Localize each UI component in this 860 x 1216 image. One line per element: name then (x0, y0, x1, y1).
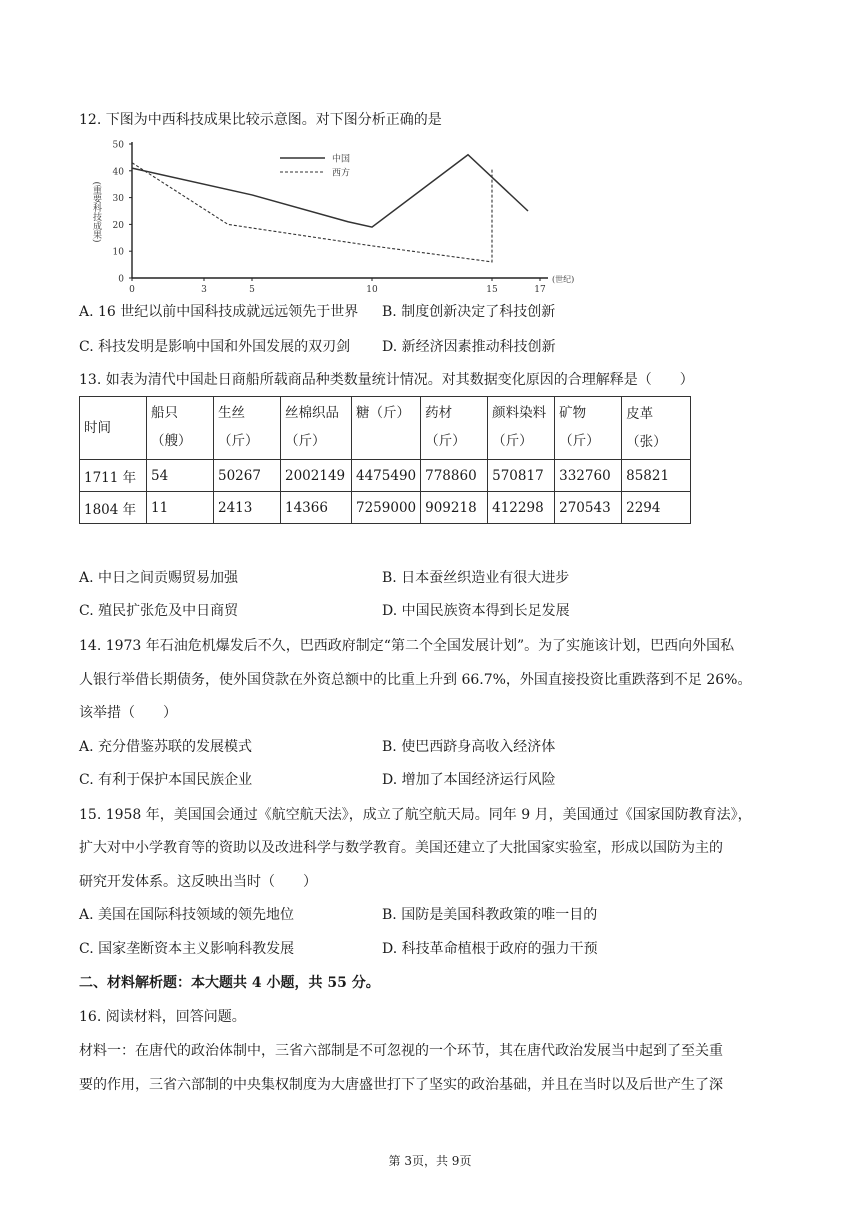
q16-material-line-2: 要的作用，三省六部制的中央集权制度为大唐盛世打下了坚实的政治基础，并且在当时以及后世产生了深 (79, 1077, 723, 1093)
y-tick-label: 0 (118, 274, 124, 285)
header-cell: 颜料染料（斤） (488, 397, 555, 460)
q14-line-1: 14. 1973 年石油危机爆发后不久，巴西政府制定“第二个全国发展计划”。为了实施该计划，巴西向外国私 (79, 638, 735, 654)
header-cell: 药材（斤） (421, 397, 488, 460)
table-cell: 1711 年 (80, 460, 147, 492)
header-cell: 皮革（张） (622, 397, 691, 460)
chart-plot-area (91, 141, 574, 295)
table-cell: 54 (147, 460, 214, 492)
q15-option-d: D. 科技革命植根于政府的强力干预 (382, 941, 598, 957)
table-cell: 2294 (622, 492, 691, 524)
q15-line-1: 15. 1958 年，美国国会通过《航空航天法》，成立了航空航天局。同年 9 月，美国通过《国家国防教育法》， (79, 807, 752, 823)
y-tick-label: 30 (112, 194, 124, 205)
q14-option-c: C. 有利于保护本国民族企业 (79, 772, 253, 788)
table-cell: 85821 (622, 460, 691, 492)
header-cell: 时间 (80, 397, 147, 460)
x-tick-label: 0 (129, 285, 135, 294)
q12-option-d: D. 新经济因素推动科技创新 (382, 339, 556, 355)
table-cell: 7259000 (352, 492, 421, 524)
q12-option-a: A. 16 世纪以前中国科技成就远远领先于世界 (79, 304, 359, 320)
q14-line-2: 人银行举借长期债务，使外国贷款在外资总额中的比重上升到 66.7%，外国直接投资比重跌落到不足 26%。 (79, 672, 752, 688)
q15-option-a: A. 美国在国际科技领域的领先地位 (79, 907, 295, 923)
q13-option-b: B. 日本蚕丝织造业有很大进步 (382, 570, 570, 586)
header-cell: 船只（艘） (147, 397, 214, 460)
header-cell: 矿物（斤） (555, 397, 622, 460)
q15-line-2: 扩大对中小学教育等的资助以及改进科学与数学教育。美国还建立了大批国家实验室，形成以国防为主的 (79, 840, 723, 856)
section-2-title: 二、材料解析题：本大题共 4 小题，共 55 分。 (79, 975, 380, 991)
x-axis-label: (世纪) (552, 275, 575, 284)
q12-stem: 12. 下图为中西科技成果比较示意图。对下图分析正确的是 (79, 112, 442, 128)
series-line-china (132, 155, 528, 227)
q12-option-b: B. 制度创新决定了科技创新 (382, 304, 556, 320)
q13-option-a: A. 中日之间贡赐贸易加强 (79, 570, 239, 586)
q16-material-line-1: 材料一：在唐代的政治体制中，三省六部制是不可忽视的一个环节，其在唐代政治发展当中起到了至关重 (79, 1043, 723, 1059)
table-cell: 412298 (488, 492, 555, 524)
q13-stem: 13. 如表为清代中国赴日商船所载商品种类数量统计情况。对其数据变化原因的合理解释是（ ） (79, 372, 694, 388)
x-tick-label: 10 (366, 285, 378, 294)
q15-option-b: B. 国防是美国科教政策的唯一目的 (382, 907, 598, 923)
x-tick-label: 17 (534, 285, 546, 294)
header-cell: 生丝（斤） (214, 397, 281, 460)
q14-option-a: A. 充分借鉴苏联的发展模式 (79, 739, 253, 755)
table-cell: 270543 (555, 492, 622, 524)
page-number: 第 3页，共 9页 (388, 1154, 472, 1168)
x-tick-label: 5 (249, 285, 255, 294)
q14-option-d: D. 增加了本国经济运行风险 (382, 772, 556, 788)
q13-option-c: C. 殖民扩张危及中日商贸 (79, 603, 239, 619)
table-cell: 332760 (555, 460, 622, 492)
trade-statistics-table (79, 396, 691, 524)
y-axis-label: (重要科技成果) (91, 181, 101, 243)
y-tick-label: 50 (112, 140, 124, 151)
table-cell: 11 (147, 492, 214, 524)
table-cell: 778860 (421, 460, 488, 492)
x-tick-label: 3 (201, 285, 207, 294)
q14-line-3: 该举措（ ） (79, 705, 177, 721)
y-tick-label: 20 (112, 220, 124, 231)
table-cell: 2413 (214, 492, 281, 524)
q15-line-3: 研究开发体系。这反映出当时（ ） (79, 874, 317, 890)
table-cell: 909218 (421, 492, 488, 524)
table-cell: 1804 年 (80, 492, 147, 524)
q12-option-c: C. 科技发明是影响中国和外国发展的双刃剑 (79, 339, 351, 355)
legend-label: 中国 (332, 154, 351, 165)
q13-option-d: D. 中国民族资本得到长足发展 (382, 603, 570, 619)
header-cell: 糖（斤） (352, 397, 421, 460)
q16-stem: 16. 阅读材料，回答问题。 (79, 1009, 246, 1025)
table-cell: 2002149 (281, 460, 352, 492)
table-row (80, 460, 691, 492)
table-cell: 570817 (488, 460, 555, 492)
x-tick-label: 15 (486, 285, 498, 294)
table-cell: 4475490 (352, 460, 421, 492)
table-row (80, 492, 691, 524)
table-cell: 14366 (281, 492, 352, 524)
q15-option-c: C. 国家垄断资本主义影响科教发展 (79, 941, 295, 957)
y-tick-label: 10 (112, 247, 124, 258)
y-tick-label: 40 (112, 167, 124, 178)
table-cell: 50267 (214, 460, 281, 492)
q14-option-b: B. 使巴西跻身高收入经济体 (382, 739, 556, 755)
header-cell: 丝棉织品（斤） (281, 397, 352, 460)
comparison-line-chart (80, 134, 640, 294)
legend-label: 西方 (332, 168, 351, 179)
table-header-row (80, 397, 691, 460)
